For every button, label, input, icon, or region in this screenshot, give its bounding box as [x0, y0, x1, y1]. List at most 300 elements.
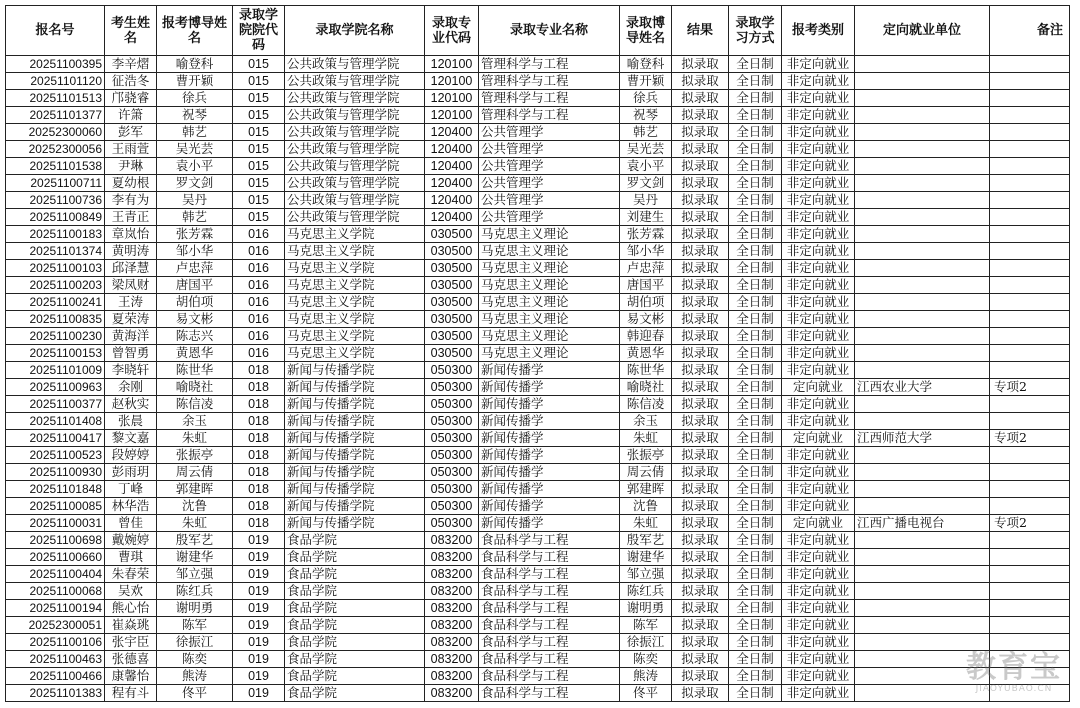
application-category-cell: 非定向就业: [782, 294, 855, 311]
employer-unit-cell: [855, 226, 990, 243]
employer-unit-cell: [855, 447, 990, 464]
college-name-cell: 新闻与传播学院: [285, 498, 425, 515]
study-mode-cell: 全日制: [729, 651, 782, 668]
applied-supervisor-cell: 谢建华: [157, 549, 233, 566]
major-name-cell: 管理科学与工程: [479, 56, 620, 73]
student-name-cell: 王涛: [105, 294, 157, 311]
result-cell: 拟录取: [672, 532, 729, 549]
table-row: [6, 345, 1070, 362]
student-name-cell: 康馨怡: [105, 668, 157, 685]
college-code-cell: 018: [233, 430, 285, 447]
admitted-supervisor-cell: 徐兵: [620, 90, 672, 107]
major-name-cell: 食品科学与工程: [479, 549, 620, 566]
employer-unit-cell: [855, 481, 990, 498]
table-row: [6, 175, 1070, 192]
header-cell: 报考博导姓名: [157, 6, 233, 56]
employer-unit-cell: [855, 243, 990, 260]
application-category-cell: 定向就业: [782, 379, 855, 396]
registration-number-cell: 20251100203: [6, 277, 105, 294]
admitted-supervisor-cell: 余玉: [620, 413, 672, 430]
header-cell: 结果: [672, 6, 729, 56]
employer-unit-cell: [855, 294, 990, 311]
registration-number-cell: 20251100085: [6, 498, 105, 515]
study-mode-cell: 全日制: [729, 549, 782, 566]
registration-number-cell: 20251100183: [6, 226, 105, 243]
student-name-cell: 赵秋实: [105, 396, 157, 413]
student-name-cell: 黄明涛: [105, 243, 157, 260]
admitted-supervisor-cell: 易文彬: [620, 311, 672, 328]
admitted-supervisor-cell: 熊涛: [620, 668, 672, 685]
remark-cell: [990, 294, 1070, 311]
major-code-cell: 120100: [425, 107, 479, 124]
college-code-cell: 016: [233, 243, 285, 260]
application-category-cell: 非定向就业: [782, 345, 855, 362]
admitted-supervisor-cell: 谢建华: [620, 549, 672, 566]
registration-number-cell: 20251101538: [6, 158, 105, 175]
admitted-supervisor-cell: 袁小平: [620, 158, 672, 175]
admitted-supervisor-cell: 郭建晖: [620, 481, 672, 498]
registration-number-cell: 20251100153: [6, 345, 105, 362]
major-code-cell: 083200: [425, 668, 479, 685]
major-code-cell: 083200: [425, 685, 479, 702]
admitted-supervisor-cell: 张芳霖: [620, 226, 672, 243]
applied-supervisor-cell: 曹开颖: [157, 73, 233, 90]
table-row: [6, 311, 1070, 328]
student-name-cell: 张晨: [105, 413, 157, 430]
result-cell: 拟录取: [672, 515, 729, 532]
application-category-cell: 非定向就业: [782, 651, 855, 668]
registration-number-cell: 20251100523: [6, 447, 105, 464]
remark-cell: [990, 277, 1070, 294]
applied-supervisor-cell: 徐兵: [157, 90, 233, 107]
applied-supervisor-cell: 喻晓社: [157, 379, 233, 396]
application-category-cell: 非定向就业: [782, 634, 855, 651]
header-cell: 录取专业名称: [479, 6, 620, 56]
college-code-cell: 015: [233, 107, 285, 124]
registration-number-cell: 20251101374: [6, 243, 105, 260]
table-row: [6, 566, 1070, 583]
table-row: [6, 549, 1070, 566]
table-body: [6, 56, 1070, 702]
result-cell: 拟录取: [672, 617, 729, 634]
major-code-cell: 030500: [425, 311, 479, 328]
college-name-cell: 公共政策与管理学院: [285, 56, 425, 73]
college-name-cell: 公共政策与管理学院: [285, 192, 425, 209]
remark-cell: [990, 566, 1070, 583]
college-code-cell: 018: [233, 379, 285, 396]
major-name-cell: 食品科学与工程: [479, 566, 620, 583]
employer-unit-cell: [855, 90, 990, 107]
college-name-cell: 食品学院: [285, 600, 425, 617]
application-category-cell: 非定向就业: [782, 73, 855, 90]
study-mode-cell: 全日制: [729, 362, 782, 379]
remark-cell: [990, 447, 1070, 464]
major-code-cell: 030500: [425, 243, 479, 260]
study-mode-cell: 全日制: [729, 141, 782, 158]
remark-cell: [990, 209, 1070, 226]
table-row: [6, 617, 1070, 634]
registration-number-cell: 20251101009: [6, 362, 105, 379]
result-cell: 拟录取: [672, 651, 729, 668]
major-name-cell: 公共管理学: [479, 192, 620, 209]
study-mode-cell: 全日制: [729, 294, 782, 311]
college-code-cell: 019: [233, 651, 285, 668]
major-code-cell: 083200: [425, 600, 479, 617]
study-mode-cell: 全日制: [729, 498, 782, 515]
result-cell: 拟录取: [672, 600, 729, 617]
remark-cell: [990, 617, 1070, 634]
student-name-cell: 章岚怡: [105, 226, 157, 243]
registration-number-cell: 20251101513: [6, 90, 105, 107]
table-row: [6, 447, 1070, 464]
study-mode-cell: 全日制: [729, 175, 782, 192]
college-code-cell: 015: [233, 158, 285, 175]
major-name-cell: 公共管理学: [479, 124, 620, 141]
table-row: [6, 396, 1070, 413]
college-code-cell: 016: [233, 226, 285, 243]
result-cell: 拟录取: [672, 158, 729, 175]
application-category-cell: 非定向就业: [782, 532, 855, 549]
applied-supervisor-cell: 朱虹: [157, 430, 233, 447]
applied-supervisor-cell: 袁小平: [157, 158, 233, 175]
employer-unit-cell: 江西广播电视台: [855, 515, 990, 532]
registration-number-cell: 20252300056: [6, 141, 105, 158]
remark-cell: [990, 124, 1070, 141]
registration-number-cell: 20251100736: [6, 192, 105, 209]
student-name-cell: 邱泽慧: [105, 260, 157, 277]
registration-number-cell: 20251100230: [6, 328, 105, 345]
table-row: [6, 583, 1070, 600]
major-name-cell: 马克思主义理论: [479, 311, 620, 328]
applied-supervisor-cell: 谢明勇: [157, 600, 233, 617]
registration-number-cell: 20251100068: [6, 583, 105, 600]
major-name-cell: 食品科学与工程: [479, 600, 620, 617]
employer-unit-cell: [855, 345, 990, 362]
college-name-cell: 马克思主义学院: [285, 294, 425, 311]
application-category-cell: 非定向就业: [782, 328, 855, 345]
major-name-cell: 马克思主义理论: [479, 226, 620, 243]
registration-number-cell: 20251100241: [6, 294, 105, 311]
remark-cell: [990, 90, 1070, 107]
student-name-cell: 张德喜: [105, 651, 157, 668]
admitted-supervisor-cell: 陈世华: [620, 362, 672, 379]
major-name-cell: 食品科学与工程: [479, 617, 620, 634]
applied-supervisor-cell: 罗文剑: [157, 175, 233, 192]
registration-number-cell: 20252300060: [6, 124, 105, 141]
college-name-cell: 新闻与传播学院: [285, 515, 425, 532]
college-code-cell: 018: [233, 447, 285, 464]
result-cell: 拟录取: [672, 56, 729, 73]
study-mode-cell: 全日制: [729, 226, 782, 243]
result-cell: 拟录取: [672, 294, 729, 311]
remark-cell: [990, 481, 1070, 498]
table-row: [6, 277, 1070, 294]
student-name-cell: 李辛熠: [105, 56, 157, 73]
result-cell: 拟录取: [672, 260, 729, 277]
major-name-cell: 新闻传播学: [479, 464, 620, 481]
employer-unit-cell: [855, 413, 990, 430]
result-cell: 拟录取: [672, 362, 729, 379]
application-category-cell: 非定向就业: [782, 209, 855, 226]
applied-supervisor-cell: 陈军: [157, 617, 233, 634]
application-category-cell: 非定向就业: [782, 481, 855, 498]
applied-supervisor-cell: 徐振江: [157, 634, 233, 651]
admitted-supervisor-cell: 徐振江: [620, 634, 672, 651]
college-name-cell: 公共政策与管理学院: [285, 73, 425, 90]
registration-number-cell: 20251100849: [6, 209, 105, 226]
study-mode-cell: 全日制: [729, 328, 782, 345]
study-mode-cell: 全日制: [729, 396, 782, 413]
application-category-cell: 非定向就业: [782, 668, 855, 685]
result-cell: 拟录取: [672, 668, 729, 685]
employer-unit-cell: [855, 277, 990, 294]
header-cell: 备注: [990, 6, 1070, 56]
remark-cell: [990, 56, 1070, 73]
student-name-cell: 张宇臣: [105, 634, 157, 651]
applied-supervisor-cell: 陈世华: [157, 362, 233, 379]
admitted-supervisor-cell: 殷军艺: [620, 532, 672, 549]
study-mode-cell: 全日制: [729, 56, 782, 73]
header-cell: 录取专业代码: [425, 6, 479, 56]
major-name-cell: 食品科学与工程: [479, 532, 620, 549]
study-mode-cell: 全日制: [729, 345, 782, 362]
college-name-cell: 马克思主义学院: [285, 226, 425, 243]
applied-supervisor-cell: 邹立强: [157, 566, 233, 583]
applied-supervisor-cell: 卢忠萍: [157, 260, 233, 277]
admitted-supervisor-cell: 韩迎春: [620, 328, 672, 345]
header-cell: 录取博导姓名: [620, 6, 672, 56]
result-cell: 拟录取: [672, 549, 729, 566]
remark-cell: [990, 583, 1070, 600]
result-cell: 拟录取: [672, 243, 729, 260]
employer-unit-cell: [855, 617, 990, 634]
college-code-cell: 015: [233, 124, 285, 141]
remark-cell: [990, 549, 1070, 566]
registration-number-cell: 20251101848: [6, 481, 105, 498]
student-name-cell: 段婷婷: [105, 447, 157, 464]
applied-supervisor-cell: 吴光芸: [157, 141, 233, 158]
application-category-cell: 非定向就业: [782, 260, 855, 277]
admitted-supervisor-cell: 罗文剑: [620, 175, 672, 192]
admitted-supervisor-cell: 周云倩: [620, 464, 672, 481]
major-name-cell: 公共管理学: [479, 141, 620, 158]
college-code-cell: 018: [233, 396, 285, 413]
remark-cell: [990, 634, 1070, 651]
college-code-cell: 015: [233, 56, 285, 73]
college-name-cell: 食品学院: [285, 566, 425, 583]
application-category-cell: 定向就业: [782, 430, 855, 447]
result-cell: 拟录取: [672, 124, 729, 141]
major-code-cell: 120400: [425, 158, 479, 175]
college-name-cell: 食品学院: [285, 532, 425, 549]
college-code-cell: 018: [233, 515, 285, 532]
major-code-cell: 030500: [425, 277, 479, 294]
table-row: [6, 141, 1070, 158]
admitted-supervisor-cell: 刘建生: [620, 209, 672, 226]
header-cell: 录取学院院代码: [233, 6, 285, 56]
admitted-supervisor-cell: 佟平: [620, 685, 672, 702]
applied-supervisor-cell: 喻登科: [157, 56, 233, 73]
employer-unit-cell: [855, 549, 990, 566]
major-code-cell: 120400: [425, 192, 479, 209]
registration-number-cell: 20251100698: [6, 532, 105, 549]
major-code-cell: 050300: [425, 464, 479, 481]
table-row: [6, 73, 1070, 90]
table-row: [6, 464, 1070, 481]
employer-unit-cell: [855, 600, 990, 617]
remark-cell: [990, 260, 1070, 277]
major-code-cell: 120100: [425, 56, 479, 73]
result-cell: 拟录取: [672, 464, 729, 481]
remark-cell: [990, 362, 1070, 379]
result-cell: 拟录取: [672, 73, 729, 90]
result-cell: 拟录取: [672, 175, 729, 192]
registration-number-cell: 20251100404: [6, 566, 105, 583]
applied-supervisor-cell: 吴丹: [157, 192, 233, 209]
college-code-cell: 016: [233, 311, 285, 328]
college-name-cell: 公共政策与管理学院: [285, 141, 425, 158]
college-name-cell: 新闻与传播学院: [285, 413, 425, 430]
registration-number-cell: 20251101408: [6, 413, 105, 430]
student-name-cell: 戴婉婷: [105, 532, 157, 549]
watermark-logo: [966, 652, 1062, 694]
registration-number-cell: 20251100103: [6, 260, 105, 277]
college-code-cell: 015: [233, 175, 285, 192]
study-mode-cell: 全日制: [729, 668, 782, 685]
major-code-cell: 030500: [425, 226, 479, 243]
applied-supervisor-cell: 黄恩华: [157, 345, 233, 362]
employer-unit-cell: [855, 396, 990, 413]
remark-cell: [990, 141, 1070, 158]
result-cell: 拟录取: [672, 379, 729, 396]
major-name-cell: 新闻传播学: [479, 515, 620, 532]
admission-list-sheet: [5, 5, 1070, 702]
admitted-supervisor-cell: 沈鲁: [620, 498, 672, 515]
watermark-text: 教育宝: [966, 650, 1062, 685]
major-name-cell: 公共管理学: [479, 209, 620, 226]
employer-unit-cell: 江西师范大学: [855, 430, 990, 447]
header-cell: 录取学院名称: [285, 6, 425, 56]
registration-number-cell: 20251100660: [6, 549, 105, 566]
employer-unit-cell: [855, 532, 990, 549]
major-code-cell: 120400: [425, 124, 479, 141]
application-category-cell: 非定向就业: [782, 311, 855, 328]
table-row: [6, 107, 1070, 124]
student-name-cell: 尹琳: [105, 158, 157, 175]
result-cell: 拟录取: [672, 413, 729, 430]
employer-unit-cell: [855, 260, 990, 277]
header-row: [6, 6, 1070, 56]
major-code-cell: 050300: [425, 379, 479, 396]
major-name-cell: 食品科学与工程: [479, 651, 620, 668]
student-name-cell: 曹琪: [105, 549, 157, 566]
major-name-cell: 新闻传播学: [479, 379, 620, 396]
result-cell: 拟录取: [672, 192, 729, 209]
table-row: [6, 158, 1070, 175]
college-name-cell: 公共政策与管理学院: [285, 107, 425, 124]
major-code-cell: 050300: [425, 447, 479, 464]
admitted-supervisor-cell: 唐国平: [620, 277, 672, 294]
application-category-cell: 非定向就业: [782, 600, 855, 617]
table-row: [6, 651, 1070, 668]
major-name-cell: 马克思主义理论: [479, 294, 620, 311]
admitted-supervisor-cell: 邹小华: [620, 243, 672, 260]
study-mode-cell: 全日制: [729, 515, 782, 532]
applied-supervisor-cell: 张振亭: [157, 447, 233, 464]
applied-supervisor-cell: 殷军艺: [157, 532, 233, 549]
admitted-supervisor-cell: 喻登科: [620, 56, 672, 73]
student-name-cell: 林华浩: [105, 498, 157, 515]
employer-unit-cell: [855, 141, 990, 158]
application-category-cell: 非定向就业: [782, 175, 855, 192]
major-name-cell: 食品科学与工程: [479, 634, 620, 651]
student-name-cell: 吴欢: [105, 583, 157, 600]
college-name-cell: 食品学院: [285, 685, 425, 702]
college-code-cell: 016: [233, 345, 285, 362]
application-category-cell: 非定向就业: [782, 226, 855, 243]
application-category-cell: 非定向就业: [782, 158, 855, 175]
major-name-cell: 新闻传播学: [479, 413, 620, 430]
major-code-cell: 030500: [425, 260, 479, 277]
employer-unit-cell: [855, 328, 990, 345]
admitted-supervisor-cell: 陈信凌: [620, 396, 672, 413]
admitted-supervisor-cell: 吴光芸: [620, 141, 672, 158]
study-mode-cell: 全日制: [729, 260, 782, 277]
admitted-supervisor-cell: 卢忠萍: [620, 260, 672, 277]
admitted-supervisor-cell: 陈红兵: [620, 583, 672, 600]
student-name-cell: 黄海洋: [105, 328, 157, 345]
admitted-supervisor-cell: 吴丹: [620, 192, 672, 209]
employer-unit-cell: [855, 107, 990, 124]
remark-cell: [990, 328, 1070, 345]
major-name-cell: 新闻传播学: [479, 498, 620, 515]
college-code-cell: 019: [233, 566, 285, 583]
college-code-cell: 019: [233, 583, 285, 600]
employer-unit-cell: 江西农业大学: [855, 379, 990, 396]
major-name-cell: 新闻传播学: [479, 481, 620, 498]
employer-unit-cell: [855, 634, 990, 651]
student-name-cell: 征浩冬: [105, 73, 157, 90]
study-mode-cell: 全日制: [729, 583, 782, 600]
remark-cell: [990, 532, 1070, 549]
application-category-cell: 非定向就业: [782, 107, 855, 124]
admitted-supervisor-cell: 张振亭: [620, 447, 672, 464]
applied-supervisor-cell: 朱虹: [157, 515, 233, 532]
student-name-cell: 熊心怡: [105, 600, 157, 617]
registration-number-cell: 20251100466: [6, 668, 105, 685]
employer-unit-cell: [855, 362, 990, 379]
result-cell: 拟录取: [672, 328, 729, 345]
result-cell: 拟录取: [672, 685, 729, 702]
major-code-cell: 120400: [425, 141, 479, 158]
college-name-cell: 公共政策与管理学院: [285, 175, 425, 192]
result-cell: 拟录取: [672, 90, 729, 107]
result-cell: 拟录取: [672, 447, 729, 464]
college-code-cell: 015: [233, 73, 285, 90]
study-mode-cell: 全日制: [729, 413, 782, 430]
college-code-cell: 018: [233, 464, 285, 481]
student-name-cell: 王青正: [105, 209, 157, 226]
major-name-cell: 马克思主义理论: [479, 345, 620, 362]
major-name-cell: 管理科学与工程: [479, 107, 620, 124]
college-code-cell: 015: [233, 209, 285, 226]
college-code-cell: 018: [233, 498, 285, 515]
major-code-cell: 083200: [425, 532, 479, 549]
table-row: [6, 226, 1070, 243]
major-name-cell: 新闻传播学: [479, 362, 620, 379]
registration-number-cell: 20251100194: [6, 600, 105, 617]
employer-unit-cell: [855, 566, 990, 583]
